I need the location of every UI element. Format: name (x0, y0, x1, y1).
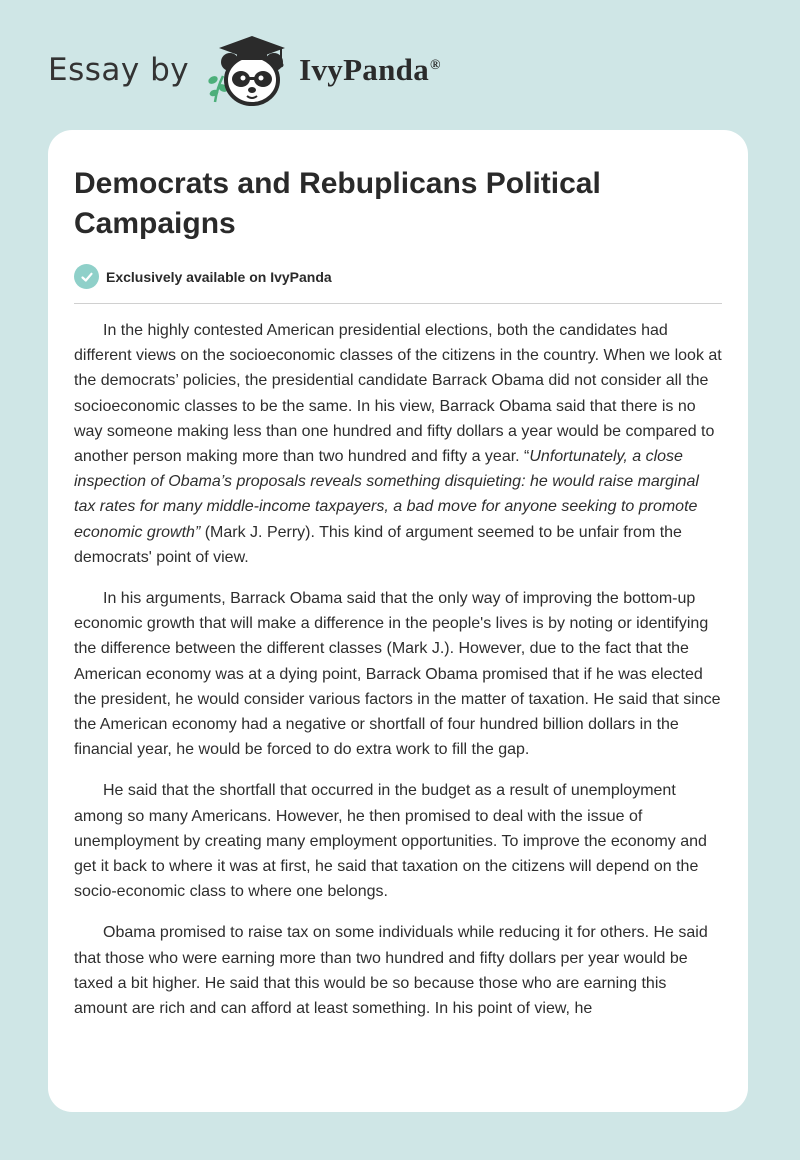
paragraph-1 (74, 318, 724, 570)
paragraph-1-start: In the highly contested American presidential elections, both the candidates had different views on the socioeconomic classes of the citizens in the country. When we look at the democrats’ policies, the presidential candidate Barrack Obama did not consider all the socioeconomic classes to be the same. In his view, Barrack Obama said that there is no way someone making less than one hundred and fifty dollars a year would be compared to another person making more than two hundred and fifty a year. “ (74, 322, 722, 466)
essay-title: Democrats and Rebuplicans Political Campaigns (74, 167, 601, 240)
essay-card (48, 130, 748, 1112)
exclusive-badge-text: Exclusively available on IvyPanda (106, 268, 332, 285)
paragraph-4: Obama promised to raise tax on some individuals while reducing it for others. He said that those who were earning more than two hundred and fifty dollars per year would be taxed a bit higher. He said that this would be so because those who are earning this amount are rich and can afford at least something. In his point of view, he (74, 924, 708, 1018)
brand-name-text: IvyPanda (299, 52, 429, 87)
paragraph-3: He said that the shortfall that occurred in the budget as a result of unemployment among so many Americans. However, he then promised to deal with the issue of unemployment by creating many employment opportunities. To improve the economy and get it back to where it was at first, he said that taxation on the citizens will depend on the socio-economic class to where one belongs. (74, 782, 707, 901)
paragraph-1-end: (Mark J. Perry). This kind of argument seemed to be unfair from the democrats' point of view. (74, 523, 682, 566)
paragraph-2: In his arguments, Barrack Obama said that the only way of improving the bottom-up economic growth that will make a difference in the people's lives is by noting or identifying the difference between the different classes (Mark J.). However, due to the fact that the American economy was at a dying point, Barrack Obama promised that if he was elected the president, he would consider various factors in the matter of taxation. He said that since the American economy had a negative or shortfall of four hundred billion dollars in the financial year, he would be forced to do extra work to fill the gap. (74, 590, 721, 759)
paragraph-1-quote: Unfortunately, a close inspection of Obama’s proposals reveals something disquieting: he would raise marginal tax rates for many middle-income taxpayers, a bad move for anyone seeking to promote economic growth” (74, 448, 699, 541)
essay-by-label: Essay by (48, 52, 190, 88)
registered-mark: ® (430, 57, 441, 73)
checkmark-icon (74, 264, 99, 289)
essay-body (74, 318, 724, 1037)
panda-logo-icon[interactable] (203, 30, 293, 110)
exclusive-badge (74, 264, 332, 289)
brand-name[interactable] (299, 52, 441, 88)
divider (74, 303, 722, 304)
site-header (48, 30, 441, 110)
